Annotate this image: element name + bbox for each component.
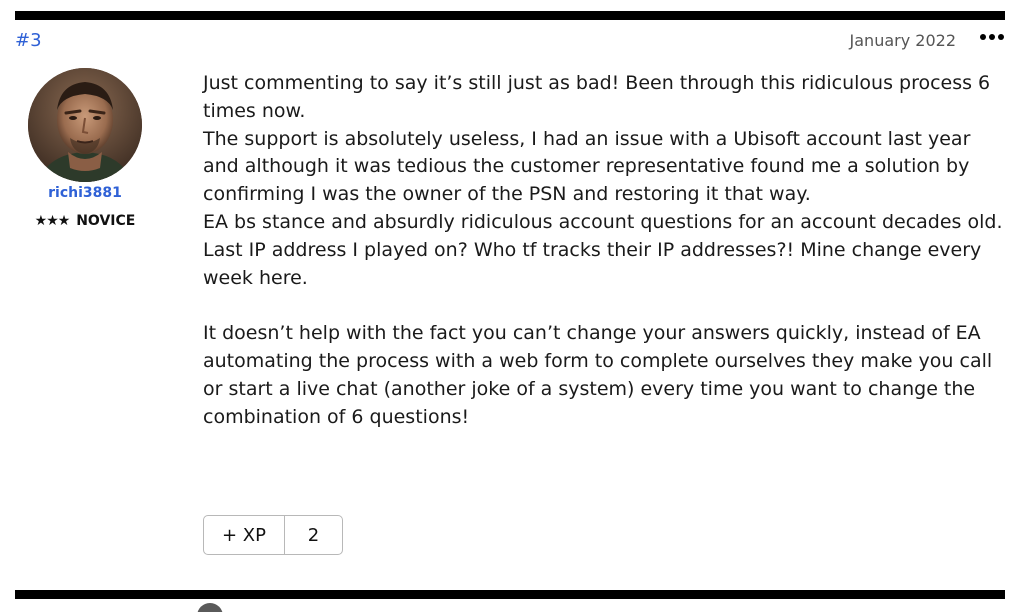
give-xp-button[interactable]: + XP: [204, 516, 285, 554]
next-post-avatar: [197, 603, 223, 612]
bottom-divider: [15, 590, 1005, 599]
post-paragraph-2: The support is absolutely useless, I had an issue with a Ubisoft account last year and although it was tedious the customer representative found me a solution by confirming I was the owner of the PSN and restoring it that way.: [203, 127, 971, 206]
xp-widget: [203, 515, 343, 555]
post-paragraph-1: Just commenting to say it’s still just as bad! Been through this ridiculous process 6 times now.: [203, 72, 991, 122]
post-paragraph-gap: [203, 292, 1003, 320]
top-divider: [15, 11, 1005, 20]
author-username-link[interactable]: richi3881: [48, 185, 122, 201]
post-number-link[interactable]: #3: [15, 30, 42, 51]
rank-label: NOVICE: [76, 213, 136, 229]
more-options-button[interactable]: [980, 34, 1004, 40]
rank-stars-icon: ★★★: [34, 213, 70, 229]
avatar-portrait-image: [28, 68, 142, 182]
author-rank: [15, 212, 155, 230]
more-horizontal-icon: [980, 34, 986, 40]
user-avatar[interactable]: [28, 68, 142, 182]
post-body: [203, 70, 1003, 431]
xp-count: 2: [307, 524, 320, 546]
post-paragraph-3: EA bs stance and absurdly ridiculous account questions for an account decades old. Last IP address I played on? Who tf tracks their IP addresses?! Mine change every week here.: [203, 210, 1003, 289]
post-paragraph-4: It doesn’t help with the fact you can’t change your answers quickly, instead of EA automating the process with a web form to complete ourselves they make you call or start a live chat (another joke of a system) every time you want to change the combination of 6 questions!: [203, 322, 993, 428]
more-horizontal-icon-dot: [998, 34, 1004, 40]
post-date: January 2022: [849, 31, 956, 50]
more-horizontal-icon-dot: [989, 34, 995, 40]
